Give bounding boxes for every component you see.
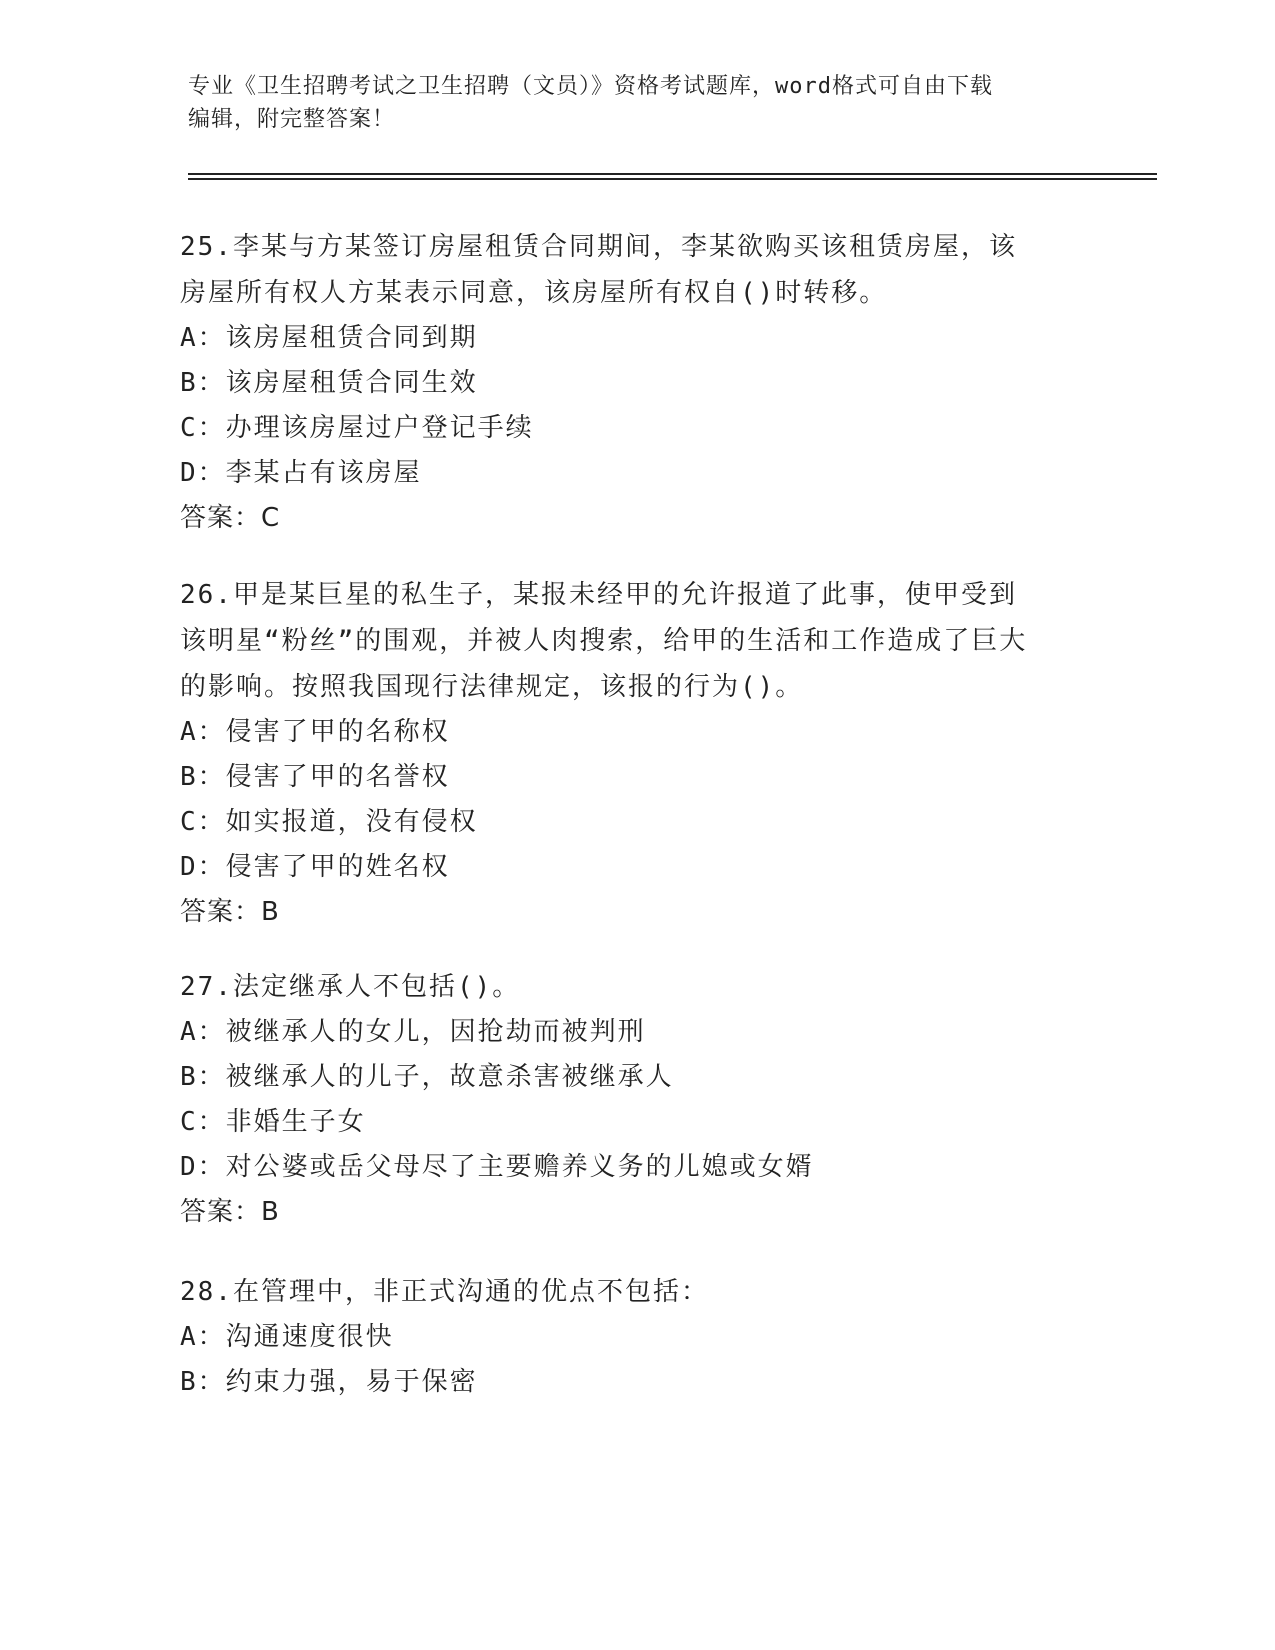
header-line-1: 专业《卫生招聘考试之卫生招聘（文员）》资格考试题库，word格式可自由下载	[188, 74, 993, 99]
question-26	[180, 572, 1030, 935]
question-text: 25.李某与方某签订房屋租赁合同期间，李某欲购买该租赁房屋，该房屋所有权人方某表示同意，该房屋所有权自()时转移。	[180, 232, 1017, 308]
option-b: B：约束力强，易于保密	[180, 1367, 478, 1397]
option-a: A：该房屋租赁合同到期	[180, 323, 478, 353]
header-divider-second	[188, 178, 1157, 180]
option-c: C：如实报道，没有侵权	[180, 807, 478, 837]
option-a: A：沟通速度很快	[180, 1322, 394, 1352]
question-text: 28.在管理中，非正式沟通的优点不包括：	[180, 1277, 709, 1307]
option-c: C：办理该房屋过户登记手续	[180, 413, 534, 443]
option-c: C：非婚生子女	[180, 1107, 366, 1137]
document-page	[188, 70, 1148, 180]
question-27	[180, 964, 1030, 1235]
option-d: D：李某占有该房屋	[180, 458, 422, 488]
option-b: B：侵害了甲的名誉权	[180, 762, 450, 792]
question-text: 26.甲是某巨星的私生子，某报未经甲的允许报道了此事，使甲受到该明星“粉丝”的围观，并被人肉搜索，给甲的生活和工作造成了巨大的影响。按照我国现行法律规定，该报的行为()。	[180, 580, 1028, 702]
header-line-2: 编辑，附完整答案！	[188, 107, 396, 132]
question-25	[180, 224, 1030, 541]
option-a: A：侵害了甲的名称权	[180, 717, 450, 747]
option-d: D：侵害了甲的姓名权	[180, 852, 450, 882]
header-divider	[188, 173, 1157, 175]
option-d: D：对公婆或岳父母尽了主要赡养义务的儿媳或女婿	[180, 1152, 814, 1182]
answer: 答案：C	[180, 503, 281, 533]
answer: 答案：B	[180, 1197, 280, 1227]
question-28	[180, 1269, 1030, 1405]
option-b: B：被继承人的儿子，故意杀害被继承人	[180, 1062, 674, 1092]
question-text: 27.法定继承人不包括()。	[180, 972, 521, 1002]
document-header	[188, 70, 1068, 136]
option-a: A：被继承人的女儿，因抢劫而被判刑	[180, 1017, 646, 1047]
answer: 答案：B	[180, 897, 280, 927]
option-b: B：该房屋租赁合同生效	[180, 368, 478, 398]
